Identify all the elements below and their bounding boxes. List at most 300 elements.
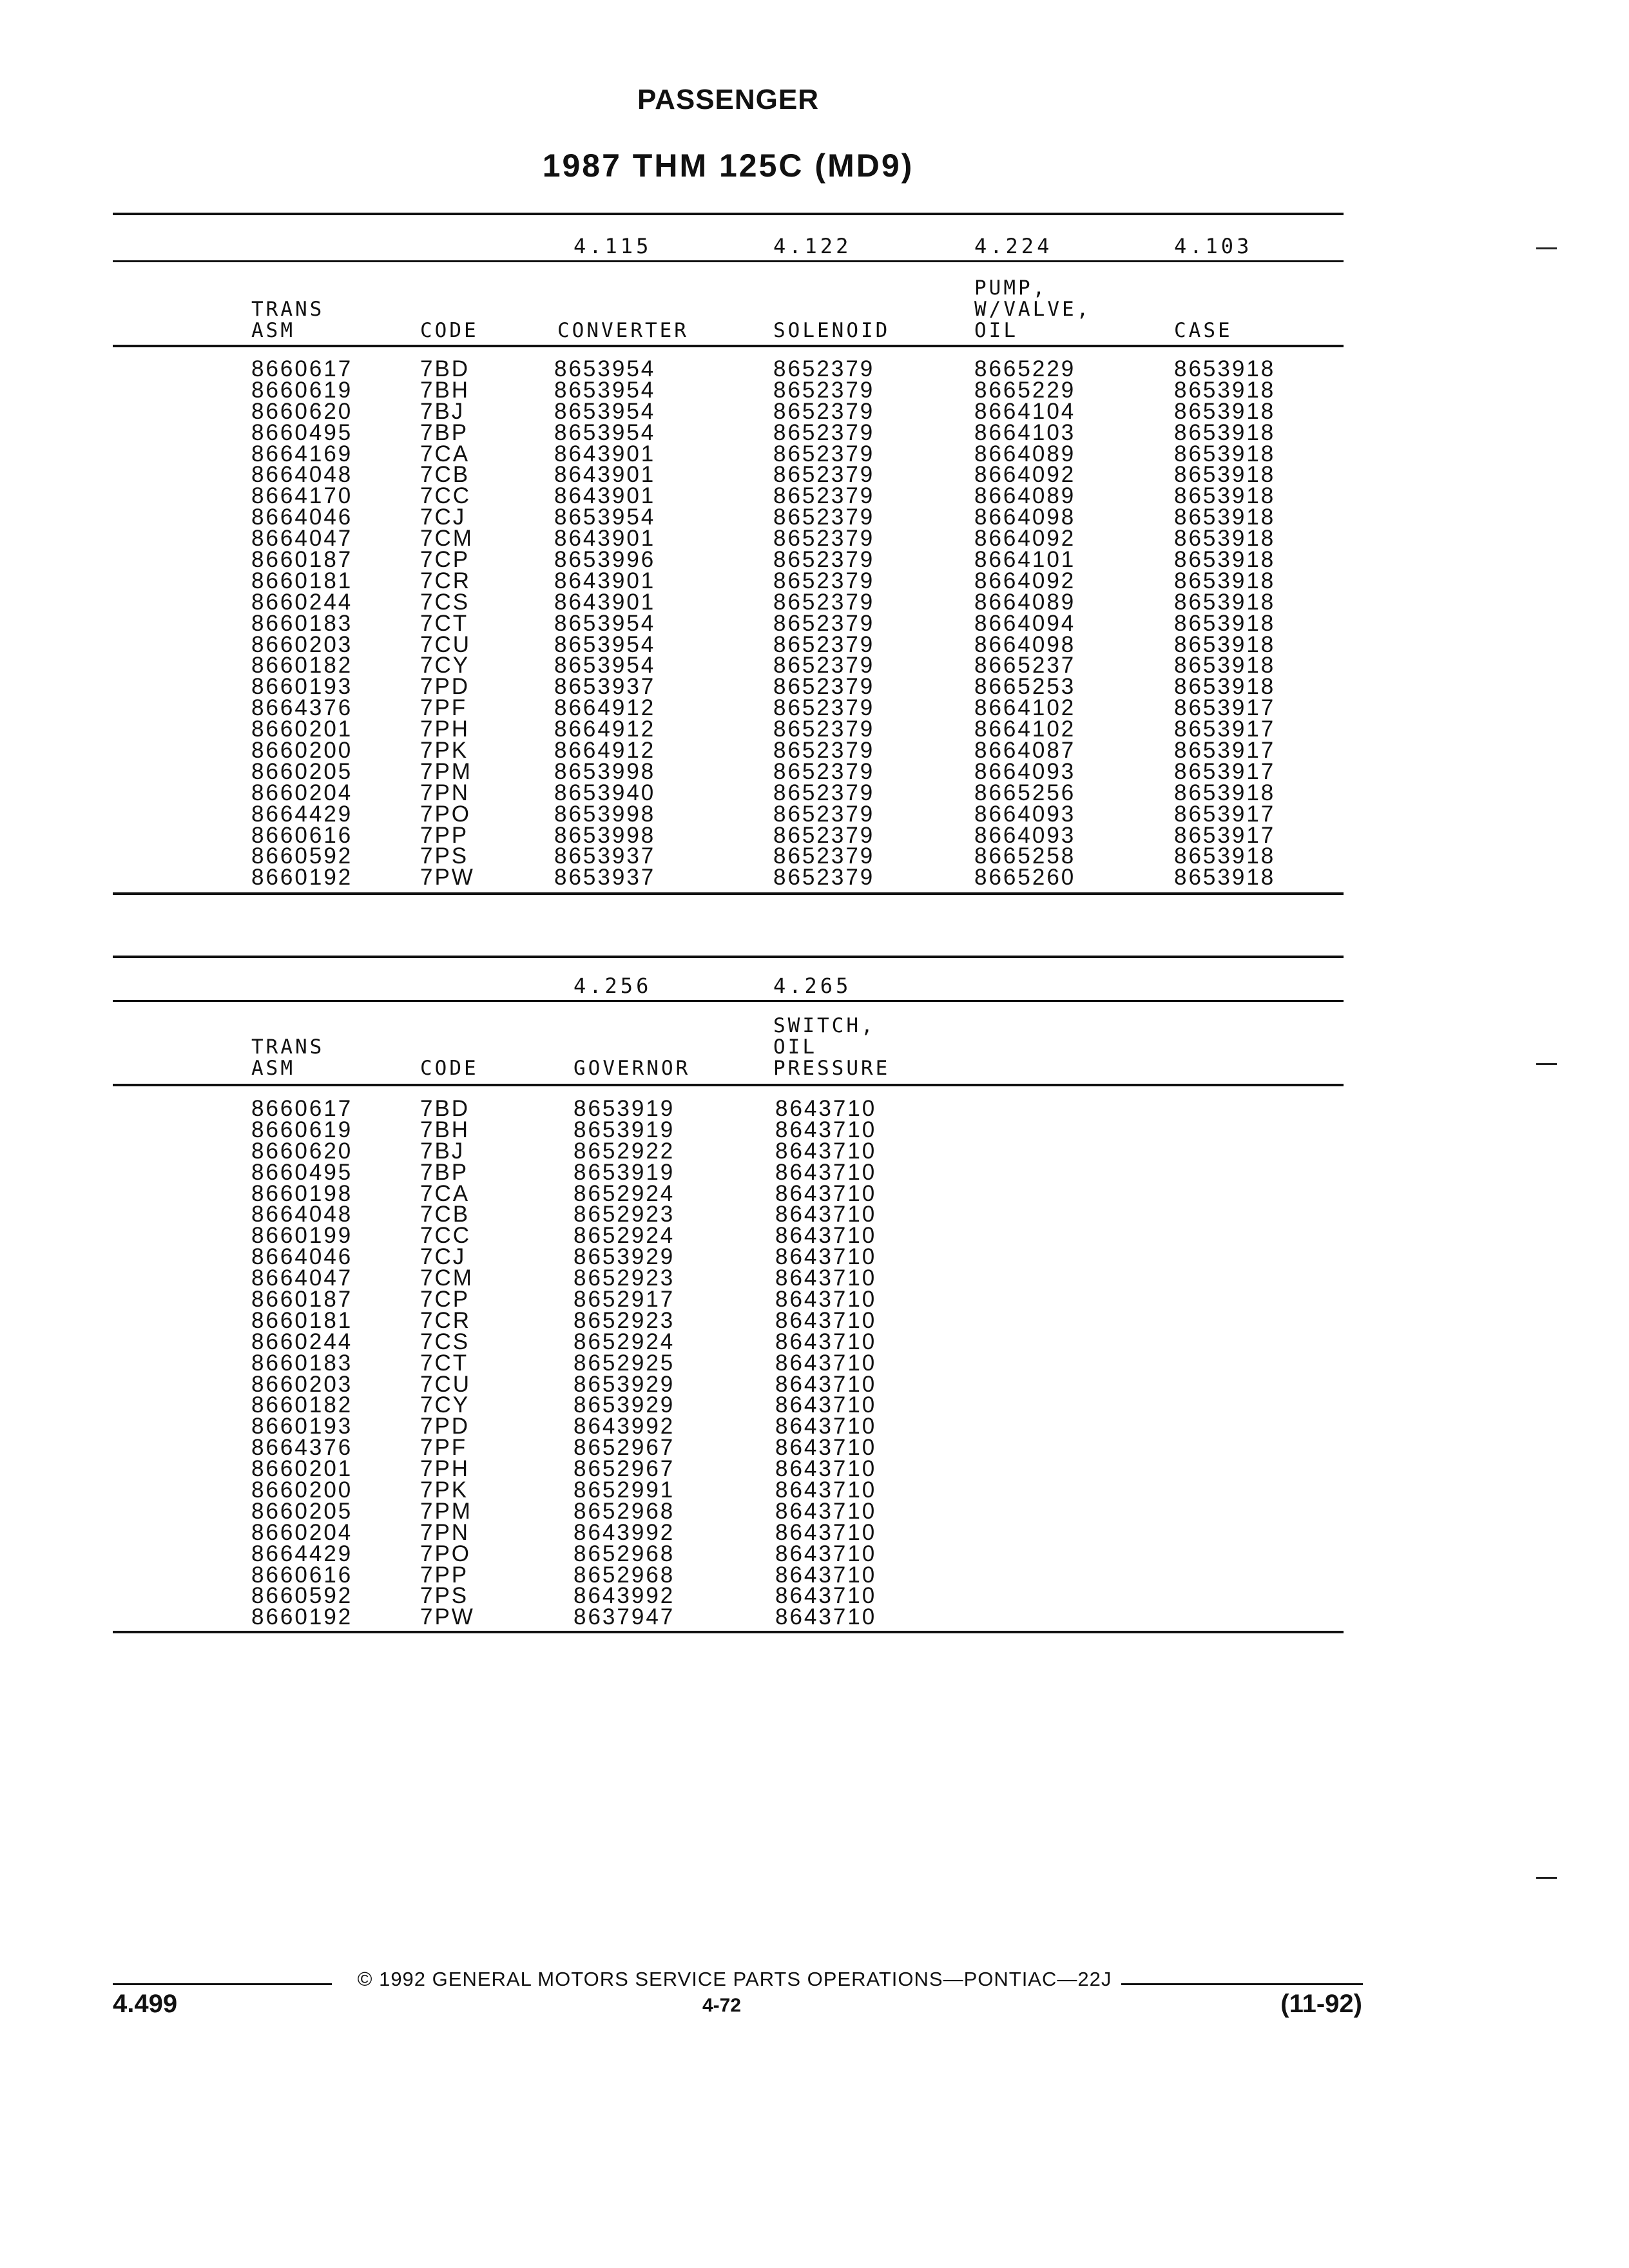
table-cell: 8664912 bbox=[554, 716, 656, 742]
table-row bbox=[0, 1096, 1629, 1121]
table-cell: 8643710 bbox=[775, 1456, 877, 1482]
column-header: SWITCH, OIL PRESSURE bbox=[773, 1014, 891, 1080]
table-cell: 8643710 bbox=[775, 1202, 877, 1227]
table-cell: 8643710 bbox=[775, 1562, 877, 1588]
table-cell: 8660192 bbox=[251, 865, 353, 890]
table-cell: 8652379 bbox=[773, 653, 875, 678]
table-cell: 7PN bbox=[420, 780, 470, 805]
table-cell: 8660198 bbox=[251, 1180, 353, 1206]
table-cell: 8652379 bbox=[773, 462, 875, 488]
table-cell: 8664046 bbox=[251, 505, 353, 530]
table-cell: 8653918 bbox=[1174, 610, 1276, 636]
table-cell: 8660199 bbox=[251, 1223, 353, 1249]
table-cell: 8652924 bbox=[574, 1180, 675, 1206]
page-title: PASSENGER bbox=[637, 84, 820, 115]
table-cell: 7CT bbox=[420, 610, 469, 636]
table-cell: 8664092 bbox=[974, 526, 1076, 552]
table-cell: 8653918 bbox=[1174, 441, 1276, 466]
table-cell: 8653918 bbox=[1174, 462, 1276, 488]
table2-group-rule bbox=[113, 1000, 1344, 1002]
table-row bbox=[0, 1604, 1629, 1630]
table-cell: 8652924 bbox=[574, 1329, 675, 1354]
table-cell: 8653917 bbox=[1174, 738, 1276, 764]
table-cell: 7CJ bbox=[420, 505, 467, 530]
table-cell: 8652968 bbox=[574, 1541, 675, 1566]
table-cell: 8653918 bbox=[1174, 398, 1276, 424]
table-cell: 7PP bbox=[420, 822, 469, 848]
table-cell: 8652379 bbox=[773, 505, 875, 530]
table-cell: 8660187 bbox=[251, 1287, 353, 1312]
table-cell: 8653954 bbox=[554, 398, 656, 424]
table-cell: 7PW bbox=[420, 865, 475, 890]
table-cell: 7PK bbox=[420, 738, 469, 764]
table-cell: 8664093 bbox=[974, 758, 1076, 784]
table-cell: 8660201 bbox=[251, 1456, 353, 1482]
table-row bbox=[0, 867, 1629, 889]
table-cell: 7CY bbox=[420, 1392, 470, 1418]
table-cell: 7CY bbox=[420, 653, 470, 678]
table-cell: 8653954 bbox=[554, 377, 656, 403]
table-cell: 8643710 bbox=[775, 1604, 877, 1630]
table-row bbox=[0, 801, 1629, 827]
column-header: TRANS ASM bbox=[251, 1035, 325, 1080]
table-cell: 8664170 bbox=[251, 483, 353, 509]
table-cell: 8660204 bbox=[251, 1519, 353, 1545]
table-cell: 7CM bbox=[420, 526, 474, 552]
table-cell: 8660617 bbox=[251, 1096, 353, 1121]
table2-bottom-rule bbox=[113, 1631, 1344, 1633]
table-cell: 8643710 bbox=[775, 1287, 877, 1312]
table-cell: 7BD bbox=[420, 356, 470, 381]
table-row bbox=[0, 1519, 1629, 1545]
column-header: CODE bbox=[420, 319, 479, 342]
table-cell: 8652379 bbox=[773, 801, 875, 827]
table-cell: 8653919 bbox=[574, 1117, 675, 1142]
group-number: 4.224 bbox=[974, 234, 1053, 258]
table-row bbox=[0, 1477, 1629, 1503]
table-cell: 8653918 bbox=[1174, 547, 1276, 573]
table-cell: 8652379 bbox=[773, 589, 875, 615]
table-cell: 8660244 bbox=[251, 589, 353, 615]
table-cell: 8653918 bbox=[1174, 780, 1276, 805]
table-cell: 8664104 bbox=[974, 398, 1076, 424]
table-cell: 8653998 bbox=[554, 758, 656, 784]
table-cell: 7CB bbox=[420, 462, 470, 488]
table-cell: 7PD bbox=[420, 1414, 470, 1439]
table-cell: 8660617 bbox=[251, 356, 353, 381]
table-cell: 8652379 bbox=[773, 610, 875, 636]
table-cell: 8665229 bbox=[974, 377, 1076, 403]
table-cell: 8653954 bbox=[554, 356, 656, 381]
table-cell: 7CC bbox=[420, 1223, 472, 1249]
table-cell: 8643710 bbox=[775, 1096, 877, 1121]
table-cell: 8660495 bbox=[251, 1159, 353, 1185]
table-cell: 8660187 bbox=[251, 547, 353, 573]
table-cell: 7PW bbox=[420, 1604, 475, 1630]
table-cell: 8660592 bbox=[251, 843, 353, 869]
table-cell: 8660616 bbox=[251, 822, 353, 848]
table-cell: 8643710 bbox=[775, 1244, 877, 1270]
table-cell: 8652379 bbox=[773, 398, 875, 424]
table-cell: 8653937 bbox=[554, 674, 656, 700]
table2-body bbox=[0, 1096, 1629, 1630]
table-cell: 8664098 bbox=[974, 631, 1076, 657]
table-row bbox=[0, 1541, 1629, 1566]
table-cell: 8664046 bbox=[251, 1244, 353, 1270]
table-cell: 8652379 bbox=[773, 377, 875, 403]
table-cell: 7PS bbox=[420, 1583, 469, 1609]
table-cell: 7BH bbox=[420, 377, 470, 403]
column-header: CASE bbox=[1174, 319, 1233, 342]
table-cell: 8660205 bbox=[251, 1498, 353, 1524]
table-row bbox=[0, 589, 1629, 615]
table-row bbox=[0, 758, 1629, 784]
table-cell: 8652379 bbox=[773, 865, 875, 890]
table-cell: 8643710 bbox=[775, 1583, 877, 1609]
table-cell: 8664101 bbox=[974, 547, 1076, 573]
table-cell: 8653917 bbox=[1174, 716, 1276, 742]
table-cell: 8652925 bbox=[574, 1350, 675, 1376]
table-cell: 8653954 bbox=[554, 419, 656, 445]
table1-header bbox=[0, 277, 1629, 341]
table-row bbox=[0, 1329, 1629, 1354]
table-cell: 8652379 bbox=[773, 843, 875, 869]
column-header: GOVERNOR bbox=[574, 1057, 691, 1080]
column-header: CONVERTER bbox=[557, 319, 689, 342]
table-cell: 7BJ bbox=[420, 398, 465, 424]
column-header: SOLENOID bbox=[773, 319, 891, 342]
page-subtitle: 1987 THM 125C (MD9) bbox=[542, 148, 914, 184]
table-cell: 8643710 bbox=[775, 1519, 877, 1545]
table-cell: 8643710 bbox=[775, 1265, 877, 1291]
footer-rule-left bbox=[113, 1983, 332, 1985]
table-cell: 8643992 bbox=[574, 1414, 675, 1439]
table-cell: 8652379 bbox=[773, 716, 875, 742]
page-number: 4-72 bbox=[702, 1995, 742, 2016]
table-cell: 8643710 bbox=[775, 1477, 877, 1503]
table-cell: 8660182 bbox=[251, 653, 353, 678]
table-cell: 8652379 bbox=[773, 483, 875, 509]
table-cell: 7CJ bbox=[420, 1244, 467, 1270]
table-cell: 8652967 bbox=[574, 1435, 675, 1461]
table-cell: 7CT bbox=[420, 1350, 469, 1376]
table-cell: 8652379 bbox=[773, 738, 875, 764]
table2-header bbox=[0, 1012, 1629, 1079]
table-cell: 8665258 bbox=[974, 843, 1076, 869]
table-cell: 8652968 bbox=[574, 1562, 675, 1588]
table-cell: 8653996 bbox=[554, 547, 656, 573]
table-cell: 8653919 bbox=[574, 1096, 675, 1121]
footer-rule-right bbox=[1121, 1983, 1363, 1985]
table-cell: 8664089 bbox=[974, 441, 1076, 466]
table-cell: 8665260 bbox=[974, 865, 1076, 890]
column-header: PUMP, W/VALVE, OIL bbox=[974, 276, 1092, 342]
table-cell: 8665256 bbox=[974, 780, 1076, 805]
margin-mark bbox=[1536, 247, 1557, 249]
table-cell: 8643710 bbox=[775, 1117, 877, 1142]
table-cell: 7PK bbox=[420, 1477, 469, 1503]
table-row bbox=[0, 1117, 1629, 1142]
table-cell: 8664047 bbox=[251, 526, 353, 552]
table-cell: 7CB bbox=[420, 1202, 470, 1227]
table-cell: 7CU bbox=[420, 1371, 472, 1397]
table-cell: 8664048 bbox=[251, 462, 353, 488]
table-cell: 8652379 bbox=[773, 441, 875, 466]
table-cell: 7PD bbox=[420, 674, 470, 700]
table-cell: 8643901 bbox=[554, 483, 656, 509]
table-cell: 8660205 bbox=[251, 758, 353, 784]
table2-top-rule bbox=[113, 956, 1344, 958]
table-cell: 8652923 bbox=[574, 1202, 675, 1227]
table-cell: 8660192 bbox=[251, 1604, 353, 1630]
table-cell: 8660495 bbox=[251, 419, 353, 445]
table-row bbox=[0, 1498, 1629, 1524]
table-cell: 8664098 bbox=[974, 505, 1076, 530]
table-cell: 8653918 bbox=[1174, 653, 1276, 678]
group-number: 4.265 bbox=[773, 974, 852, 998]
table-cell: 8664169 bbox=[251, 441, 353, 466]
table-cell: 8664102 bbox=[974, 716, 1076, 742]
table-cell: 7PF bbox=[420, 695, 468, 721]
table-cell: 8653919 bbox=[574, 1159, 675, 1185]
date-code: (11-92) bbox=[1280, 1990, 1362, 2018]
table-cell: 8660204 bbox=[251, 780, 353, 805]
table-cell: 8652923 bbox=[574, 1265, 675, 1291]
table-cell: 8652924 bbox=[574, 1223, 675, 1249]
table-cell: 8653918 bbox=[1174, 526, 1276, 552]
table-cell: 7CR bbox=[420, 568, 472, 593]
table-cell: 8643710 bbox=[775, 1498, 877, 1524]
table-cell: 8664089 bbox=[974, 589, 1076, 615]
table-cell: 8660592 bbox=[251, 1583, 353, 1609]
table-cell: 7CS bbox=[420, 589, 470, 615]
table-row bbox=[0, 547, 1629, 573]
table-cell: 8637947 bbox=[574, 1604, 675, 1630]
table-cell: 8653998 bbox=[554, 822, 656, 848]
table-cell: 7PM bbox=[420, 758, 472, 784]
table-cell: 8665253 bbox=[974, 674, 1076, 700]
table-row bbox=[0, 1307, 1629, 1333]
table-cell: 8653917 bbox=[1174, 822, 1276, 848]
table-cell: 8643992 bbox=[574, 1519, 675, 1545]
table-cell: 8652923 bbox=[574, 1307, 675, 1333]
table-cell: 8643710 bbox=[775, 1414, 877, 1439]
table-cell: 8664912 bbox=[554, 695, 656, 721]
table-row bbox=[0, 780, 1629, 805]
table-cell: 7CM bbox=[420, 1265, 474, 1291]
table-cell: 8653918 bbox=[1174, 419, 1276, 445]
table-cell: 8652968 bbox=[574, 1498, 675, 1524]
table-cell: 8652379 bbox=[773, 419, 875, 445]
table-cell: 8653937 bbox=[554, 865, 656, 890]
table-cell: 7PS bbox=[420, 843, 469, 869]
table-cell: 8643901 bbox=[554, 441, 656, 466]
table-cell: 8664092 bbox=[974, 568, 1076, 593]
table-cell: 8643710 bbox=[775, 1307, 877, 1333]
table-cell: 8660201 bbox=[251, 716, 353, 742]
table1-bottom-rule bbox=[113, 892, 1344, 895]
table-cell: 8660181 bbox=[251, 1307, 353, 1333]
table-cell: 8652379 bbox=[773, 631, 875, 657]
table-cell: 8653918 bbox=[1174, 674, 1276, 700]
table-row bbox=[0, 356, 1629, 381]
table-cell: 8664376 bbox=[251, 1435, 353, 1461]
group-number: 4.256 bbox=[574, 974, 652, 998]
table-row bbox=[0, 1138, 1629, 1164]
table2-header-rule bbox=[113, 1084, 1344, 1086]
table-cell: 8653917 bbox=[1174, 758, 1276, 784]
table-cell: 8643710 bbox=[775, 1371, 877, 1397]
table-cell: 8660616 bbox=[251, 1562, 353, 1588]
table-row bbox=[0, 377, 1629, 403]
table-cell: 8660619 bbox=[251, 377, 353, 403]
table-cell: 8660619 bbox=[251, 1117, 353, 1142]
table-cell: 8660193 bbox=[251, 1414, 353, 1439]
table-cell: 8643901 bbox=[554, 589, 656, 615]
table-cell: 8643710 bbox=[775, 1329, 877, 1354]
table-cell: 7BP bbox=[420, 1159, 469, 1185]
table-cell: 8660203 bbox=[251, 1371, 353, 1397]
table-cell: 8652379 bbox=[773, 568, 875, 593]
table-cell: 7CC bbox=[420, 483, 472, 509]
table-cell: 8664094 bbox=[974, 610, 1076, 636]
table-row bbox=[0, 740, 1629, 762]
table-cell: 8653954 bbox=[554, 505, 656, 530]
table-cell: 8653937 bbox=[554, 843, 656, 869]
table-cell: 8660244 bbox=[251, 1329, 353, 1354]
table-cell: 7BD bbox=[420, 1096, 470, 1121]
table-cell: 8664912 bbox=[554, 738, 656, 764]
column-header: CODE bbox=[420, 1057, 479, 1080]
table-cell: 8653917 bbox=[1174, 695, 1276, 721]
group-number: 4.103 bbox=[1174, 234, 1253, 258]
table-row bbox=[0, 1159, 1629, 1185]
table-cell: 8664103 bbox=[974, 419, 1076, 445]
section-number: 4.499 bbox=[113, 1990, 178, 2018]
table-row bbox=[0, 568, 1629, 593]
table-cell: 8664429 bbox=[251, 801, 353, 827]
table-cell: 8653954 bbox=[554, 653, 656, 678]
table-row bbox=[0, 419, 1629, 445]
table-cell: 8643710 bbox=[775, 1138, 877, 1164]
table-cell: 7CS bbox=[420, 1329, 470, 1354]
group-number: 4.115 bbox=[574, 234, 652, 258]
table-cell: 7PM bbox=[420, 1498, 472, 1524]
table-cell: 7CA bbox=[420, 441, 470, 466]
table-cell: 8653918 bbox=[1174, 356, 1276, 381]
table-cell: 8653954 bbox=[554, 631, 656, 657]
table-cell: 8660193 bbox=[251, 674, 353, 700]
table-row bbox=[0, 1350, 1629, 1376]
table-cell: 8664376 bbox=[251, 695, 353, 721]
table-cell: 8653929 bbox=[574, 1392, 675, 1418]
table-row bbox=[0, 1289, 1629, 1311]
table-cell: 8643901 bbox=[554, 462, 656, 488]
table-cell: 8660182 bbox=[251, 1392, 353, 1418]
table-cell: 8652917 bbox=[574, 1287, 675, 1312]
margin-mark bbox=[1536, 1063, 1557, 1065]
table-cell: 8643901 bbox=[554, 526, 656, 552]
table-cell: 7CP bbox=[420, 1287, 470, 1312]
table-row bbox=[0, 398, 1629, 424]
table-cell: 8652379 bbox=[773, 822, 875, 848]
table-cell: 8653929 bbox=[574, 1244, 675, 1270]
table-cell: 8665229 bbox=[974, 356, 1076, 381]
table-cell: 8660203 bbox=[251, 631, 353, 657]
table-cell: 8660183 bbox=[251, 610, 353, 636]
table-cell: 8643901 bbox=[554, 568, 656, 593]
table-cell: 8643710 bbox=[775, 1180, 877, 1206]
group-number: 4.122 bbox=[773, 234, 852, 258]
table-cell: 7PP bbox=[420, 1562, 469, 1588]
table-cell: 7PO bbox=[420, 801, 472, 827]
table-cell: 8660200 bbox=[251, 1477, 353, 1503]
table-cell: 8653998 bbox=[554, 801, 656, 827]
table-cell: 8653940 bbox=[554, 780, 656, 805]
table-cell: 8660183 bbox=[251, 1350, 353, 1376]
table-cell: 8664429 bbox=[251, 1541, 353, 1566]
table-cell: 7BH bbox=[420, 1117, 470, 1142]
table-cell: 8664102 bbox=[974, 695, 1076, 721]
table-cell: 8652379 bbox=[773, 356, 875, 381]
table-cell: 8665237 bbox=[974, 653, 1076, 678]
table-cell: 7CP bbox=[420, 547, 470, 573]
table2-group-numbers bbox=[0, 974, 1629, 999]
table-cell: 8664048 bbox=[251, 1202, 353, 1227]
table1-header-rule bbox=[113, 345, 1344, 347]
table-cell: 8653918 bbox=[1174, 631, 1276, 657]
table-cell: 8643710 bbox=[775, 1392, 877, 1418]
table-cell: 8653918 bbox=[1174, 843, 1276, 869]
table-cell: 7PN bbox=[420, 1519, 470, 1545]
table-cell: 8653918 bbox=[1174, 483, 1276, 509]
table-cell: 8652379 bbox=[773, 526, 875, 552]
margin-mark bbox=[1536, 1877, 1557, 1879]
table-cell: 8652379 bbox=[773, 695, 875, 721]
footer-copyright: © 1992 GENERAL MOTORS SERVICE PARTS OPERATIONS—PONTIAC—22J bbox=[357, 1968, 1112, 1990]
table-cell: 8643710 bbox=[775, 1435, 877, 1461]
table-cell: 8652967 bbox=[574, 1456, 675, 1482]
table-cell: 8643710 bbox=[775, 1159, 877, 1185]
table-cell: 8653918 bbox=[1174, 377, 1276, 403]
table-cell: 8652991 bbox=[574, 1477, 675, 1503]
table-cell: 7PH bbox=[420, 1456, 470, 1482]
table1-group-numbers bbox=[0, 234, 1629, 260]
table-cell: 8660620 bbox=[251, 398, 353, 424]
table-cell: 8653917 bbox=[1174, 801, 1276, 827]
table-cell: 8664047 bbox=[251, 1265, 353, 1291]
table1-body bbox=[0, 356, 1629, 890]
table-cell: 8664092 bbox=[974, 462, 1076, 488]
table-cell: 8643992 bbox=[574, 1583, 675, 1609]
table1-top-rule bbox=[113, 213, 1344, 215]
table-cell: 7BP bbox=[420, 419, 469, 445]
table-cell: 8653929 bbox=[574, 1371, 675, 1397]
table-cell: 7PH bbox=[420, 716, 470, 742]
table-cell: 8643710 bbox=[775, 1223, 877, 1249]
table-cell: 7CR bbox=[420, 1307, 472, 1333]
table-cell: 8664089 bbox=[974, 483, 1076, 509]
table-row bbox=[0, 610, 1629, 636]
table-cell: 8643710 bbox=[775, 1350, 877, 1376]
column-header: TRANS ASM bbox=[251, 298, 325, 342]
table1-group-rule bbox=[113, 260, 1344, 262]
table-cell: 8660620 bbox=[251, 1138, 353, 1164]
table-cell: 8653918 bbox=[1174, 505, 1276, 530]
table-cell: 8653918 bbox=[1174, 568, 1276, 593]
table-cell: 7CA bbox=[420, 1180, 470, 1206]
table-cell: 7CU bbox=[420, 631, 472, 657]
